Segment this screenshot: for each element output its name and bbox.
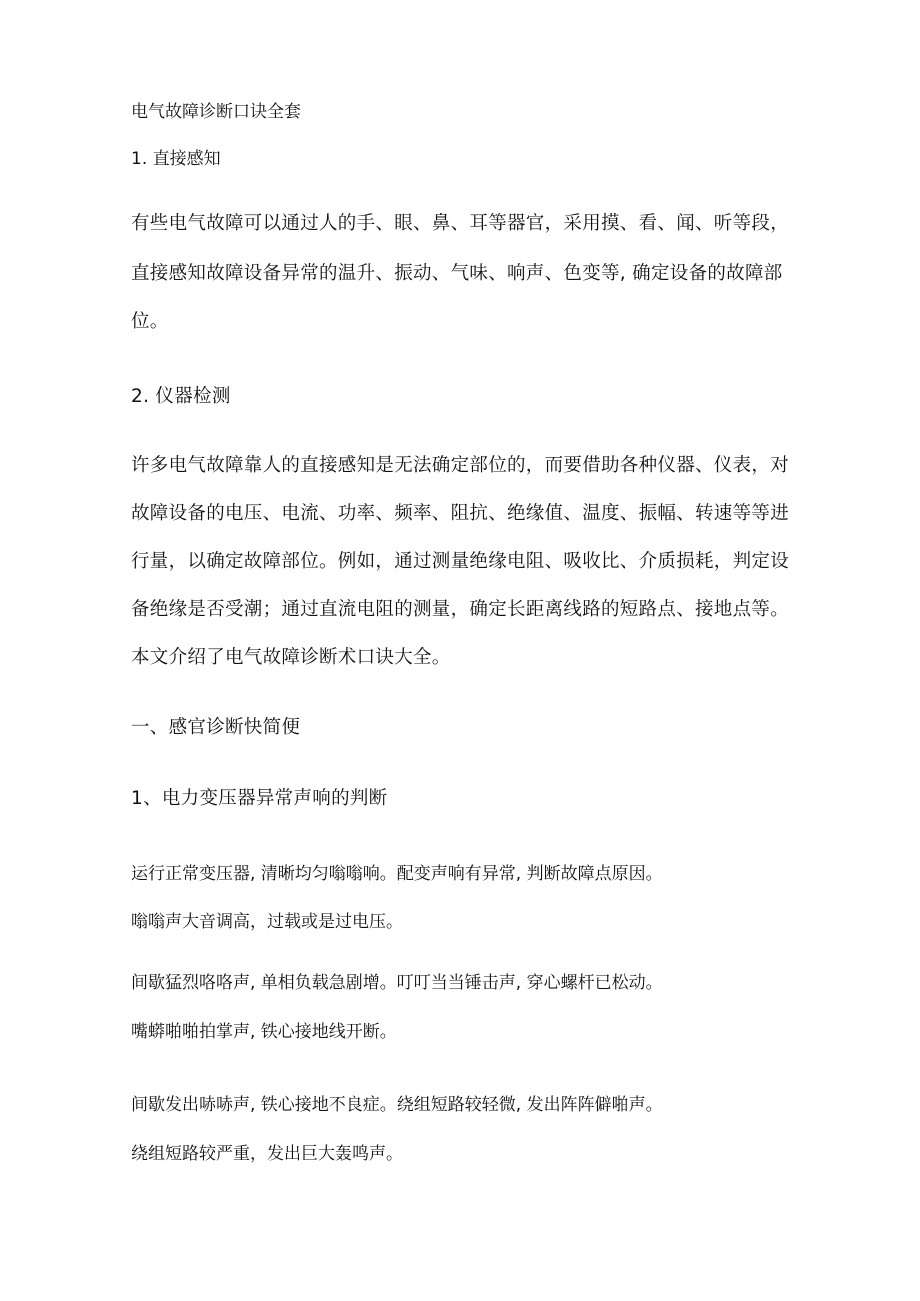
section-heading-instrument-detection: 2. 仪器检测: [131, 386, 231, 407]
sub-heading-transformer-sound: 1、电力变压器异常声响的判断: [131, 788, 388, 809]
verse-line: 运行正常变压器, 清晰均匀嗡嗡响。配变声响有异常, 判断故障点原因。: [131, 864, 663, 884]
paragraph-line: 许多电气故障靠人的直接感知是无法确定部位的，而要借助各种仪器、仪表，对: [131, 455, 790, 476]
paragraph-line: 本文介绍了电气故障诊断术口诀大全。: [131, 647, 451, 668]
verse-line: 间歇发出哧哧声, 铁心接地不良症。绕组短路较轻微, 发出阵阵僻啪声。: [131, 1095, 663, 1115]
paragraph-line: 故障设备的电压、电流、功率、频率、阻抗、绝缘值、温度、振幅、转速等等进: [131, 503, 790, 524]
verse-line: 绕组短路较严重，发出巨大轰鸣声。: [131, 1144, 403, 1164]
paragraph-line: 有些电气故障可以通过人的手、眼、鼻、耳等器官，采用摸、看、闻、听等段，: [131, 213, 790, 234]
paragraph-line: 位。: [131, 311, 169, 332]
paragraph-line: 备绝缘是否受潮；通过直流电阻的测量，确定长距离线路的短路点、接地点等。: [131, 599, 790, 620]
verse-line: 嗡嗡声大音调高，过载或是过电压。: [131, 912, 403, 932]
document-title: 电气故障诊断口诀全套: [131, 102, 301, 122]
verse-line: 嘴蟒啪啪拍掌声, 铁心接地线开断。: [131, 1022, 397, 1042]
paragraph-line: 行量，以确定故障部位。例如，通过测量绝缘电阻、吸收比、介质损耗，判定设: [131, 551, 790, 572]
verse-line: 间歇猛烈咯咯声, 单相负载急剧增。叮叮当当锤击声, 穿心螺杆已松动。: [131, 973, 663, 993]
paragraph-line: 直接感知故障设备异常的温升、振动、气味、响声、色变等, 确定设备的故障部: [131, 263, 783, 284]
section-heading-sensory-diagnosis: 一、感官诊断快简便: [131, 717, 301, 738]
section-heading-direct-perception: 1. 直接感知: [131, 149, 221, 169]
